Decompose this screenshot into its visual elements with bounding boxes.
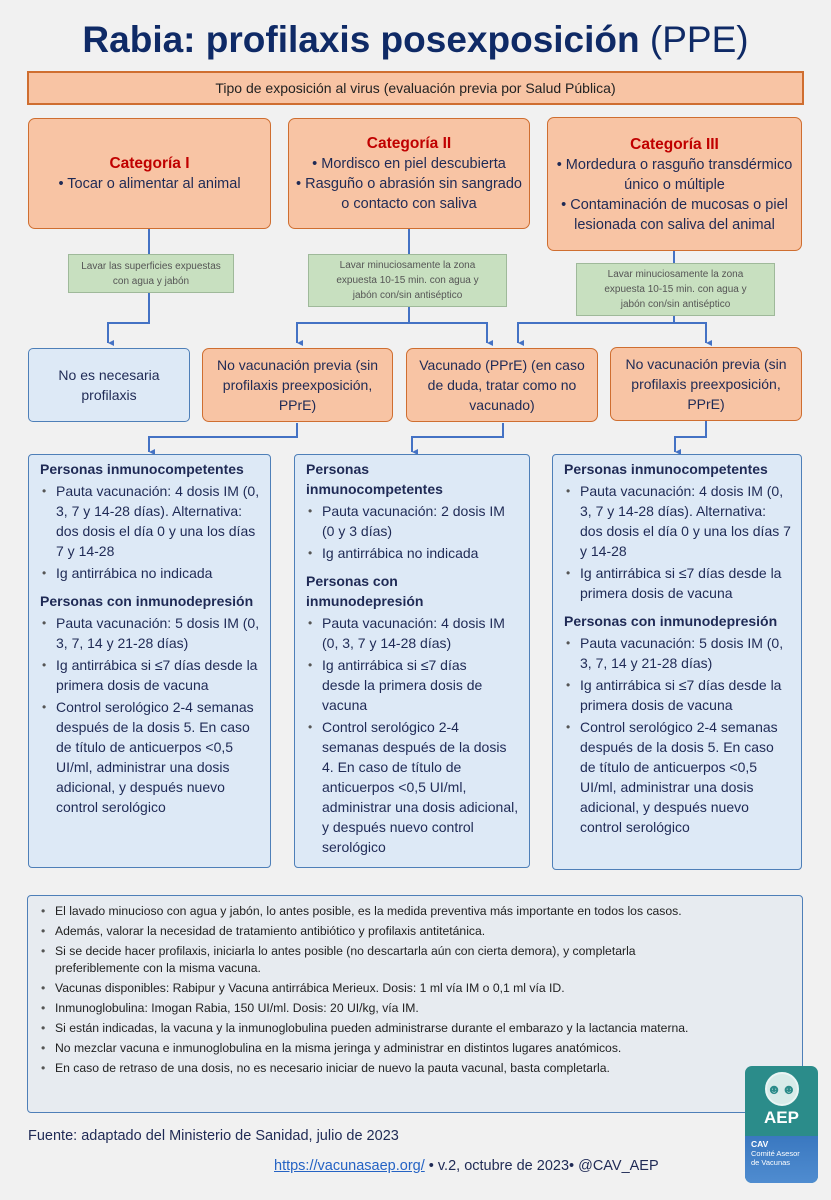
source-text: Fuente: adaptado del Ministerio de Sanidad, julio de 2023: [28, 1128, 399, 1144]
not-vaccinated-box-left: [202, 348, 393, 422]
note-item: • Si están indicadas, la vacuna y la inmunoglobulina pueden administrarse durante el embarazo y la lactancia materna.: [40, 1020, 790, 1037]
category-3-box: [547, 117, 802, 251]
footer-line: [274, 1158, 659, 1174]
logo-committee-line1: Comité Asesor: [751, 1149, 800, 1158]
protocol-1-list-immunocompetent: [40, 481, 260, 583]
list-item: • Pauta vacunación: 4 dosis IM (0, 3, 7 y 14-28 días). Alternativa: dos dosis el día 0 y una los días 7 y 14-28: [564, 481, 791, 561]
version-text: • v.2, octubre de 2023• @CAV_AEP: [424, 1158, 659, 1174]
category-3-item: • Contaminación de mucosas o piel lesionada con saliva del animal: [561, 196, 788, 233]
logo-committee-line2: de Vacunas: [751, 1158, 791, 1167]
vaccinated-box: [406, 348, 598, 422]
note-item: • En caso de retraso de una dosis, no es necesario iniciar de nuevo la pauta vacunal, basta completarla.: [40, 1060, 790, 1077]
connector-not-vaccinated-to-protocol-3: [675, 421, 706, 452]
list-item: • Ig antirrábica si ≤7 días desde la primera dosis de vacuna: [306, 655, 519, 715]
protocol-3-heading-immunodepressed: Personas con inmunodepresión: [564, 613, 778, 629]
list-item: • Ig antirrábica si ≤7 días desde la primera dosis de vacuna: [564, 563, 791, 603]
category-3-title: Categoría III: [630, 135, 719, 153]
list-item: • Ig antirrábica no indicada: [306, 543, 519, 563]
list-item: • Ig antirrábica no indicada: [40, 563, 260, 583]
no-prophylaxis-label: No es necesaria profilaxis: [58, 367, 160, 403]
category-2-title: Categoría II: [366, 135, 452, 152]
not-vaccinated-label-right: No vacunación previa (sin profilaxis preexposición, PPrE): [625, 356, 787, 412]
connector-cat2-to-not-vaccinated: [297, 323, 409, 343]
list-item: • Control serológico 2-4 semanas después de la dosis 5. En caso de título de anticuerpos <0,5 UI/ml, administrar una dosis adicional, y después nuevo control serológico: [40, 697, 260, 817]
protocol-2-heading-immunodepressed: Personas con inmunodepresión: [306, 573, 424, 609]
not-vaccinated-label-left: No vacunación previa (sin profilaxis preexposición, PPrE): [216, 357, 379, 413]
list-item: • Pauta vacunación: 2 dosis IM (0 y 3 días): [306, 501, 519, 541]
wash-note-1: [68, 254, 234, 293]
website-link[interactable]: https://vacunasaep.org/: [274, 1158, 425, 1174]
category-2-item: • Mordisco en piel descubierta: [312, 156, 506, 172]
connector-not-vaccinated-to-protocol-1: [149, 423, 297, 452]
note-item: • No mezclar vacuna e inmunoglobulina en la misma jeringa y administrar en distintos lugares anatómicos.: [40, 1040, 790, 1057]
note-item: • Vacunas disponibles: Rabipur y Vacuna antirrábica Merieux. Dosis: 1 ml vía IM o 0,1 ml vía ID.: [40, 980, 790, 997]
exposure-type-label: Tipo de exposición al virus (evaluación previa por Salud Pública): [215, 80, 616, 96]
connector-cat3-to-not-vaccinated: [674, 323, 706, 343]
not-vaccinated-box-right: [610, 347, 802, 421]
list-item: • Pauta vacunación: 5 dosis IM (0, 3, 7, 14 y 21-28 días): [40, 613, 260, 653]
connector-cat2-to-vaccinated: [409, 323, 487, 343]
category-2-item: • Rasguño o abrasión sin sangrado o contacto con saliva: [296, 176, 522, 212]
vaccinated-label: Vacunado (PPrE) (en caso de duda, tratar como no vacunado): [419, 357, 585, 413]
protocol-2-list-immunodepressed: [306, 613, 519, 857]
protocol-1-heading-immunodepressed: Personas con inmunodepresión: [40, 593, 254, 609]
connector-cat3-to-vaccinated: [518, 323, 674, 343]
protocol-1-list-immunodepressed: [40, 613, 260, 817]
category-2-box: [288, 118, 530, 229]
protocol-panel-3: [552, 454, 802, 870]
exposure-type-box: [27, 71, 804, 105]
protocol-3-heading-immunocompetent: Personas inmunocompetentes: [564, 461, 768, 477]
wash-note-3-text: Lavar minuciosamente la zona expuesta 10-15 min. con agua y jabón con/sin antiséptico: [604, 269, 747, 310]
list-item: • Control serológico 2-4 semanas después de la dosis 5. En caso de título de anticuerpos <0,5 UI/ml, administrar una dosis adicional, y después nuevo control serológico: [564, 717, 791, 837]
protocol-1-heading-immunocompetent: Personas inmunocompetentes: [40, 461, 244, 477]
page-title: [0, 14, 831, 66]
list-item: • Pauta vacunación: 4 dosis IM (0, 3, 7 y 14-28 días). Alternativa: dos dosis el día 0 y una los días 7 y 14-28: [40, 481, 260, 561]
note-item: • El lavado minucioso con agua y jabón, lo antes posible, es la medida preventiva más importante en todos los casos.: [40, 903, 790, 920]
note-item: • Inmunoglobulina: Imogan Rabia, 150 UI/ml. Dosis: 20 UI/kg, vía IM.: [40, 1000, 790, 1017]
category-1-title: Categoría I: [109, 155, 190, 172]
title-main: Rabia: profilaxis posexposición: [82, 19, 640, 60]
wash-note-3: [576, 263, 775, 316]
protocol-2-list-immunocompetent: [306, 501, 519, 563]
protocol-3-list-immunocompetent: [564, 481, 791, 603]
no-prophylaxis-box: [28, 348, 190, 422]
aep-cav-logo: [745, 1066, 818, 1183]
wash-note-2: [308, 254, 507, 307]
note-item: • Si se decide hacer profilaxis, iniciarla lo antes posible (no descartarla aún con cierta demora), y completarla preferiblemente con la misma vacuna.: [40, 943, 790, 977]
aep-logo-top: [745, 1066, 818, 1136]
list-item: • Ig antirrábica si ≤7 días desde la primera dosis de vacuna: [564, 675, 791, 715]
category-1-item: • Tocar o alimentar al animal: [58, 176, 241, 192]
wash-note-2-text: Lavar minuciosamente la zona expuesta 10-15 min. con agua y jabón con/sin antiséptico: [336, 260, 479, 301]
list-item: • Ig antirrábica si ≤7 días desde la primera dosis de vacuna: [40, 655, 260, 695]
logo-cav-text: CAV: [751, 1139, 769, 1149]
category-1-box: [28, 118, 271, 229]
logo-aep-text: AEP: [764, 1108, 799, 1127]
title-abbreviation: (PPE): [649, 19, 749, 60]
cav-logo-bottom: [745, 1136, 818, 1183]
protocol-3-list-immunodepressed: [564, 633, 791, 837]
connector-vaccinated-to-protocol-2: [412, 423, 503, 452]
wash-note-1-text: Lavar las superficies expuestas con agua y jabón: [81, 260, 221, 287]
protocol-panel-2: [294, 454, 530, 868]
category-3-item: • Mordedura o rasguño transdérmico único o múltiple: [556, 156, 793, 193]
protocol-2-heading-immunocompetent: Personas inmunocompetentes: [306, 461, 443, 497]
note-item: • Además, valorar la necesidad de tratamiento antibiótico y profilaxis antitetánica.: [40, 923, 790, 940]
list-item: • Control serológico 2-4 semanas después de la dosis 4. En caso de título de anticuerpos <0,5 UI/ml, administrar una dosis adicional, y después nuevo control serológico: [306, 717, 519, 857]
list-item: • Pauta vacunación: 5 dosis IM (0, 3, 7, 14 y 21-28 días): [564, 633, 791, 673]
general-notes: [27, 895, 803, 1113]
list-item: • Pauta vacunación: 4 dosis IM (0, 3, 7 y 14-28 días): [306, 613, 519, 653]
protocol-panel-1: [28, 454, 271, 868]
family-icon: ☻☻: [765, 1072, 799, 1106]
